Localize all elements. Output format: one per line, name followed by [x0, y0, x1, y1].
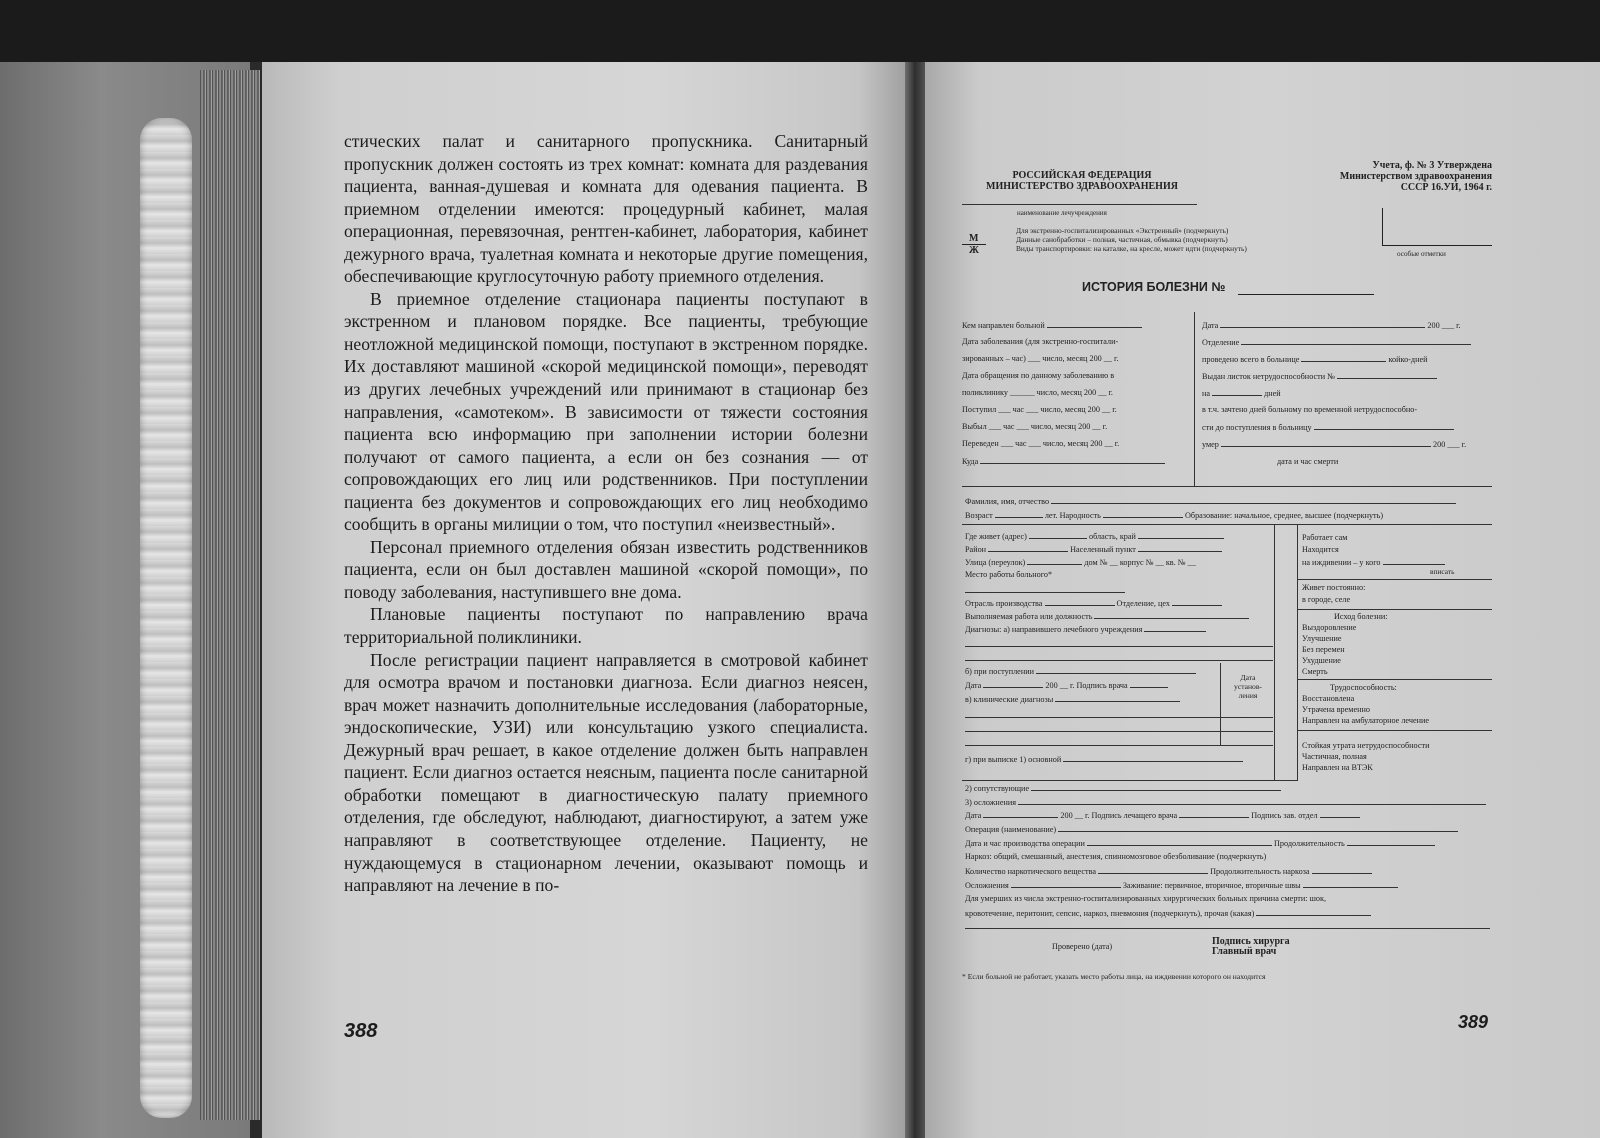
diagnosis-date-field: Дата 200 __ г. Подпись врача	[965, 680, 1168, 691]
credited-days-field: в т.ч. зачтено дней больному по временной нетрудоспособно-	[1202, 405, 1418, 414]
sick-leave-days-field: на дней	[1202, 389, 1281, 398]
column-divider	[1220, 663, 1221, 745]
left-page-text	[344, 130, 868, 897]
divider-line	[1298, 579, 1492, 580]
death-cause-field-2: кровотечение, перитонит, сепсис, наркоз, пневмония (подчеркнуть), прочая (какая)	[965, 908, 1371, 919]
column-divider	[1274, 524, 1275, 780]
scanner-top-bar	[0, 0, 1600, 62]
outcome-improvement: Улучшение	[1302, 634, 1342, 643]
referred-by-field: Кем направлен больной	[962, 320, 1142, 331]
header-approval-date: СССР 16.УИ, 1964 г.	[1400, 182, 1492, 193]
age-field: Возраст лет. Народность Образование: начальное, среднее, высшее (подчеркнуть)	[965, 511, 1384, 520]
position-field: Выполняемая работа или должность	[965, 611, 1249, 622]
dependent-label: Находится	[1302, 545, 1339, 554]
credited-days-field-2: сти до поступления в больницу	[1202, 422, 1454, 433]
death-cause-field: Для умерших из числа экстренно-госпитализированных хирургических больных причина смерти: шок,	[965, 894, 1327, 903]
works-self-label: Работает сам	[1302, 533, 1348, 542]
district-field: Район Населенный пункт	[965, 544, 1222, 555]
admitted-field: Поступил ___ час ___ число, месяц 200 __ г.	[962, 405, 1117, 414]
footnote: * Если больной не работает, указать место работы лица, на иждивении которого он находится	[962, 972, 1266, 981]
complications-surgery-field: Осложнения Заживание: первичное, вторичное, вторичные швы	[965, 880, 1398, 891]
divider-line	[1298, 609, 1492, 610]
operation-field: Операция (наименование)	[965, 824, 1458, 835]
underline	[965, 592, 1125, 593]
header-form-number: Учета, ф. № 3 Утверждена	[1372, 160, 1492, 171]
department-field: Отделение	[1202, 337, 1471, 348]
page-number-left: 388	[344, 1020, 378, 1042]
transferred-field: Переведен ___ час ___ число, месяц 200 __ г.	[962, 439, 1120, 448]
illness-date-field-2: зированных – час) ___ число, месяц 200 __ г.	[962, 354, 1119, 363]
date-field: Дата 200 ___ г.	[1202, 321, 1461, 330]
column-divider	[1297, 524, 1298, 780]
complications-field: 3) осложнения	[965, 797, 1486, 808]
illness-date-field: Дата заболевания (для экстренно-госпитали-	[962, 337, 1119, 346]
head-doctor-signature: Главный врач	[1212, 946, 1277, 957]
sick-leave-field: Выдан листок нетрудоспособности №	[1202, 371, 1437, 382]
underline	[965, 646, 1273, 647]
underline	[965, 745, 1273, 746]
form-header-right	[1302, 160, 1492, 193]
signature-date-field: Дата 200 __ г. Подпись лечащего врача Подпись зав. отдел	[965, 810, 1360, 821]
paragraph: Плановые пациенты поступают по направлению врача территориальной поликлиники.	[344, 604, 868, 648]
gender-m: М	[962, 233, 986, 245]
bed-days-field: проведено всего в больнице койко-дней	[1202, 355, 1428, 364]
concomitant-field: 2) сопутствующие	[965, 783, 1281, 794]
note-transport: Виды транспортировки: на каталке, на кресле, может идти (подчеркнуть)	[1016, 244, 1247, 253]
loss-vtek: Направлен на ВТЭК	[1302, 763, 1373, 772]
page-edges	[200, 70, 260, 1120]
discharge-diagnosis-field: г) при выписке 1) основной	[965, 754, 1243, 765]
ability-outpatient: Направлен на амбулаторное лечение	[1302, 716, 1430, 725]
dependent-whom-field: на иждивении – у кого	[1302, 557, 1445, 568]
address-field: Где живет (адрес) область, край	[965, 531, 1224, 542]
paragraph: В приемное отделение стационара пациенты поступают в экстренном и плановом порядке. Все пациенты, требующие неотложной медицинской помощи, поступают в экстренном порядке. Их доставляют машиной «скорой медицинской помощи», переводят из других лечебных учреждений или принимают в стационар без направления, «самотеком». В зависимости от тяжести состояния пациента всю информацию при заполнении истории болезни получают от самого пациента, а если он без сознания — от сопровождающих его лиц или родственников. При поступлении пациента без документов и сопровождающих его лиц необходимо сообщить в органы милиции о том, что поступил «неизвестный».	[344, 288, 868, 535]
divider-line	[1298, 730, 1492, 731]
special-marks-caption: особые отметки	[1397, 250, 1446, 258]
note-sanitation: Данные санобработки – полная, частичная, обмывка (подчеркнуть)	[1016, 235, 1228, 244]
paragraph: Персонал приемного отделения обязан известить родственников пациента, если он был доставлен машиной «скорой помощи», по поводу заболевания, наступившего вне дома.	[344, 536, 868, 602]
full-name-field: Фамилия, имя, отчество	[965, 496, 1456, 507]
book-spine-strip	[140, 118, 192, 1118]
died-field: умер 200 ___ г.	[1202, 440, 1467, 449]
underline	[965, 660, 1273, 661]
hospitalization-notes	[1016, 226, 1247, 253]
operation-time-field: Дата и час производства операции Продолжительность	[965, 838, 1435, 849]
divider-line	[1298, 679, 1492, 680]
book-gutter	[905, 62, 927, 1138]
divider-line	[962, 524, 1492, 525]
column-divider	[1194, 312, 1195, 487]
clinic-visit-field: Дата обращения по данному заболеванию в	[962, 371, 1115, 380]
paragraph: После регистрации пациент направляется в смотровой кабинет для осмотра врачом и постановки диагноза. Если диагноз неясен, врач может назначить дополнительные исследования (лабораторные, эндоскопические, УЗИ) или консультацию узкого специалиста. Дежурный врач решает, в какое отделение должен быть направлен пациент. Если диагноз остается неясным, пациента после санитарной обработки помещают в диагностическую палату приемного отделения, где обследуют, наблюдают, диагностируют, а затем уже направляют в соответствующее отделение. Пациенту, не нуждающемуся в стационарном лечении, оказывают помощь и направляют на лечение в по-	[344, 649, 868, 896]
outcome-worse: Ухудшение	[1302, 656, 1341, 665]
institution-line	[962, 204, 1197, 205]
gender-zh: Ж	[969, 245, 979, 256]
outcome-death: Смерть	[1302, 667, 1328, 676]
street-field: Улица (переулок) дом № __ корпус № __ кв. № __	[965, 558, 1196, 567]
lives-label: Живет постоянно:	[1302, 583, 1366, 592]
underline	[965, 928, 1490, 929]
city-village-label: в городе, селе	[1302, 595, 1351, 604]
underline	[965, 717, 1273, 718]
industry-field: Отрасль производства Отделение, цех	[965, 598, 1222, 609]
death-caption: дата и час смерти	[1277, 457, 1339, 466]
outcome-no-change: Без перемен	[1302, 645, 1345, 654]
ability-restored: Восстановлена	[1302, 694, 1355, 703]
workplace-field: Место работы больного*	[965, 570, 1053, 579]
loss-partial: Частичная, полная	[1302, 752, 1367, 761]
form-number-line	[1238, 294, 1374, 295]
diagnosis-referral-field: Диагнозы: а) направившего лечебного учреждения	[965, 624, 1206, 635]
signatures	[1212, 937, 1290, 957]
outcome-title: Исход болезни:	[1334, 612, 1388, 621]
anesthesia-field: Наркоз: общий, смешанный, анестезия, спинномозговое обезболивание (подчеркнуть)	[965, 852, 1267, 861]
header-approved-by: Министерством здравоохранения	[1339, 171, 1492, 182]
header-country: РОССИЙСКАЯ ФЕДЕРАЦИЯ	[1012, 170, 1152, 181]
ability-title: Трудоспособность:	[1330, 683, 1397, 692]
transferred-to-field: Куда	[962, 456, 1165, 467]
outcome-recovery: Выздоровление	[1302, 623, 1357, 632]
note-emergency: Для экстренно-госпитализированных «Экстренный» (подчеркнуть)	[1016, 226, 1229, 235]
institution-caption: наименование лечучреждения	[1017, 209, 1107, 217]
diagnosis-admission-field: б) при поступлении	[965, 666, 1196, 677]
write-in-caption: вписать	[1430, 567, 1455, 576]
narcotic-field: Количество наркотического вещества Продолжительность наркоза	[965, 866, 1372, 877]
checked-date-label: Проверено (дата)	[1052, 942, 1113, 951]
divider-line	[962, 780, 1298, 781]
clinic-visit-field-2: поликлинику ______ число, месяц 200 __ г.	[962, 388, 1113, 397]
ability-temporary: Утрачена временно	[1302, 705, 1370, 714]
header-ministry: МИНИСТЕРСТВО ЗДРАВООХРАНЕНИЯ	[986, 181, 1178, 192]
page-number-right: 389	[1458, 1012, 1489, 1032]
surgeon-signature: Подпись хирурга	[1212, 936, 1290, 947]
gender-mark	[962, 233, 986, 256]
discharged-field: Выбыл ___ час ___ число, месяц 200 __ г.	[962, 422, 1108, 431]
form-title: ИСТОРИЯ БОЛЕЗНИ №	[1082, 280, 1226, 294]
date-established-label: Дата установ-ления	[1234, 673, 1262, 700]
underline	[965, 731, 1273, 732]
special-marks-box	[1382, 208, 1492, 246]
divider-line	[962, 486, 1492, 487]
clinical-diagnosis-field: в) клинические диагнозы	[965, 694, 1180, 705]
paragraph: стических палат и санитарного пропускника. Санитарный пропускник должен состоять из трех комнат: комната для раздевания пациента, ванная-душевая и комната для одевания пациента. В приемном отделении имеются: процедурный кабинет, малая операционная, перевязочная, рентген-кабинет, лаборатория, кабинет дежурного врача, туалетная комната и некоторые другие помещения, обеспечивающие круглосуточную работу приемного отделения.	[344, 131, 868, 287]
loss-permanent: Стойкая утрата нетрудоспособности	[1302, 741, 1430, 750]
form-header-left	[962, 170, 1202, 192]
